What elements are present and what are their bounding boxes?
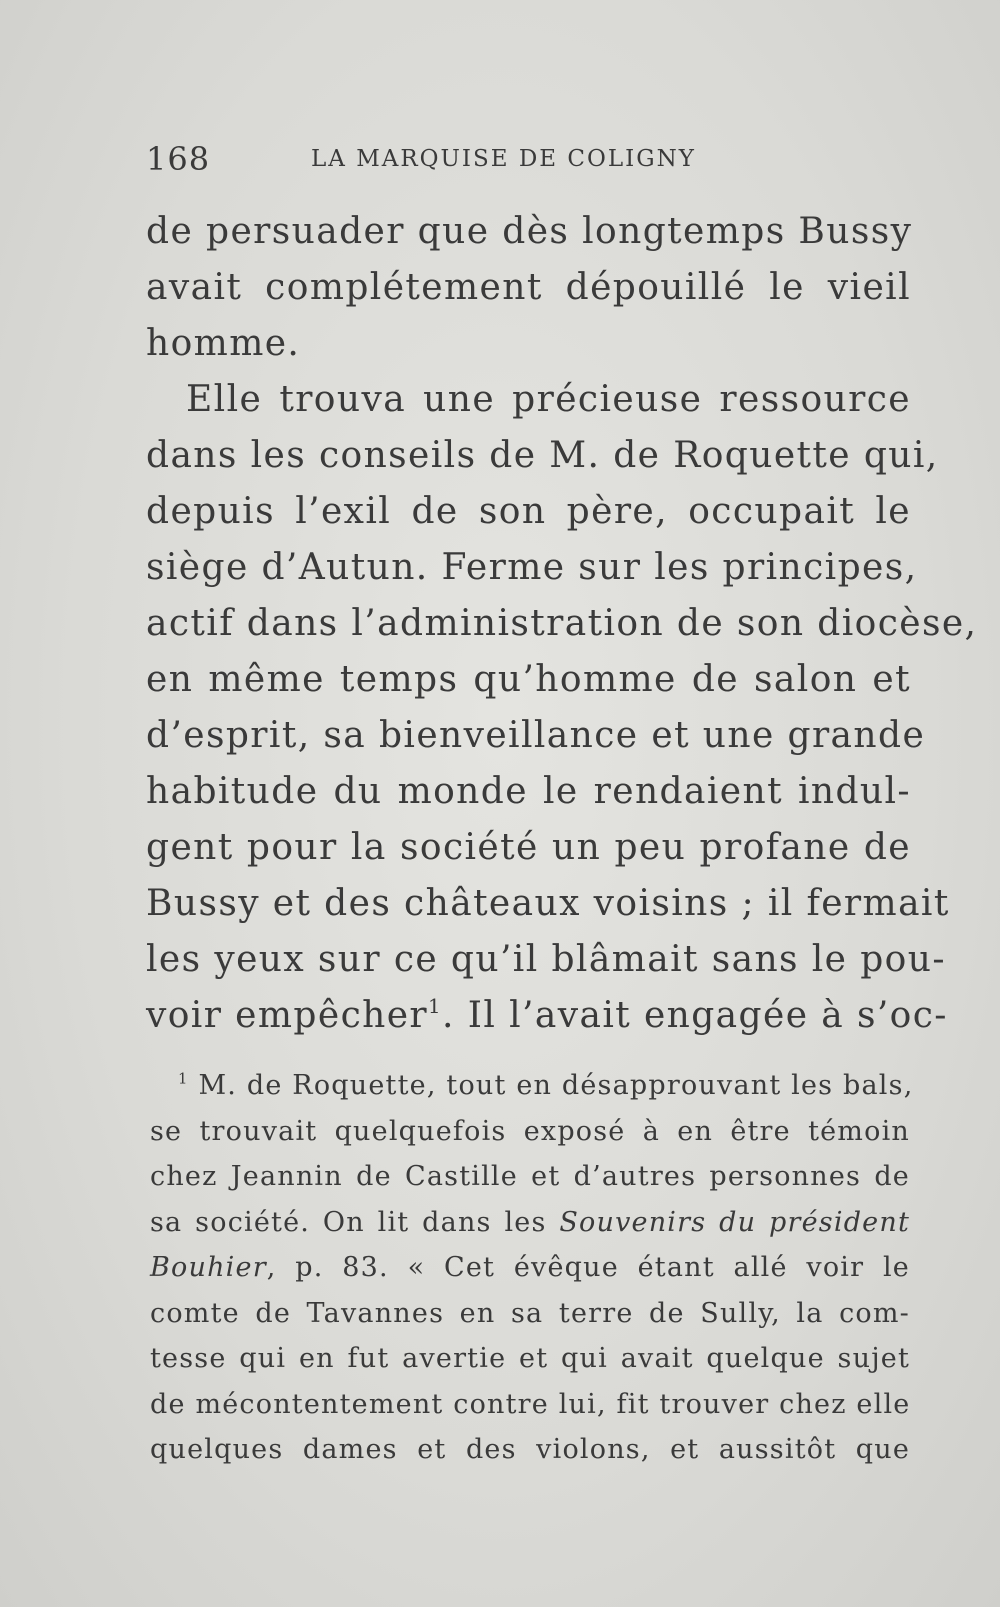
- text-line: avait complétement dépouillé le vieil: [146, 267, 911, 308]
- footnote: [150, 1063, 914, 1473]
- footnote-reference: 1: [428, 995, 443, 1019]
- text-line: habitude du monde le rendaient indul-: [146, 771, 911, 812]
- text-line: Elle trouva une précieuse ressource: [186, 379, 911, 420]
- footnote-marker: 1: [178, 1069, 189, 1088]
- footnote-line: se trouvait quelquefois exposé à en être témoin: [150, 1115, 910, 1147]
- page-header: [146, 140, 746, 180]
- text-line: siège d’Autun. Ferme sur les principes,: [146, 547, 918, 588]
- text-line: gent pour la société un peu profane de: [146, 827, 911, 868]
- footnote-text: , p. 83. « Cet évêque étant allé voir le: [266, 1252, 910, 1283]
- footnote-line: tesse qui en fut avertie et qui avait quelque sujet: [150, 1343, 910, 1374]
- text-line: actif dans l’administration de son diocèse,: [146, 603, 978, 644]
- footnote-line: comte de Tavannes en sa terre de Sully, la com-: [150, 1297, 910, 1329]
- book-title-italic: Bouhier: [150, 1252, 267, 1283]
- text-line: dans les conseils de M. de Roquette qui,: [146, 435, 939, 476]
- footnote-text: sa société. On lit dans les: [150, 1206, 560, 1238]
- book-title-italic: Souvenirs du président: [559, 1206, 911, 1238]
- footnote-line: [150, 1063, 914, 1109]
- text-segment: . Il l’avait engagée à s’oc-: [442, 995, 948, 1036]
- footnote-line: [150, 1245, 910, 1291]
- text-line: d’esprit, sa bienveillance et une grande: [146, 715, 926, 756]
- footnote-line: chez Jeannin de Castille et d’autres personnes de: [150, 1161, 910, 1192]
- footnote-line: quelques dames et des violons, et aussitôt que: [150, 1434, 910, 1465]
- footnote-line: [150, 1200, 910, 1246]
- text-line: homme.: [146, 323, 301, 364]
- text-line: de persuader que dès longtemps Bussy: [146, 211, 913, 252]
- text-line: les yeux sur ce qu’il blâmait sans le pou-: [146, 939, 946, 980]
- text-line: depuis l’exil de son père, occupait le: [146, 491, 911, 532]
- text-line: en même temps qu’homme de salon et: [146, 659, 911, 700]
- text-segment: voir empêcher: [146, 995, 429, 1036]
- running-title: LA MARQUISE DE COLIGNY: [311, 146, 696, 172]
- main-text: [146, 204, 978, 1044]
- text-line: Bussy et des châteaux voisins ; il fermait: [146, 883, 950, 924]
- footnote-line: de mécontentement contre lui, fit trouver chez elle: [150, 1388, 911, 1420]
- page-number: 168: [146, 140, 211, 178]
- text-line-with-footnote-ref: [146, 988, 948, 1044]
- footnote-text: M. de Roquette, tout en désapprouvant les bals,: [198, 1070, 914, 1101]
